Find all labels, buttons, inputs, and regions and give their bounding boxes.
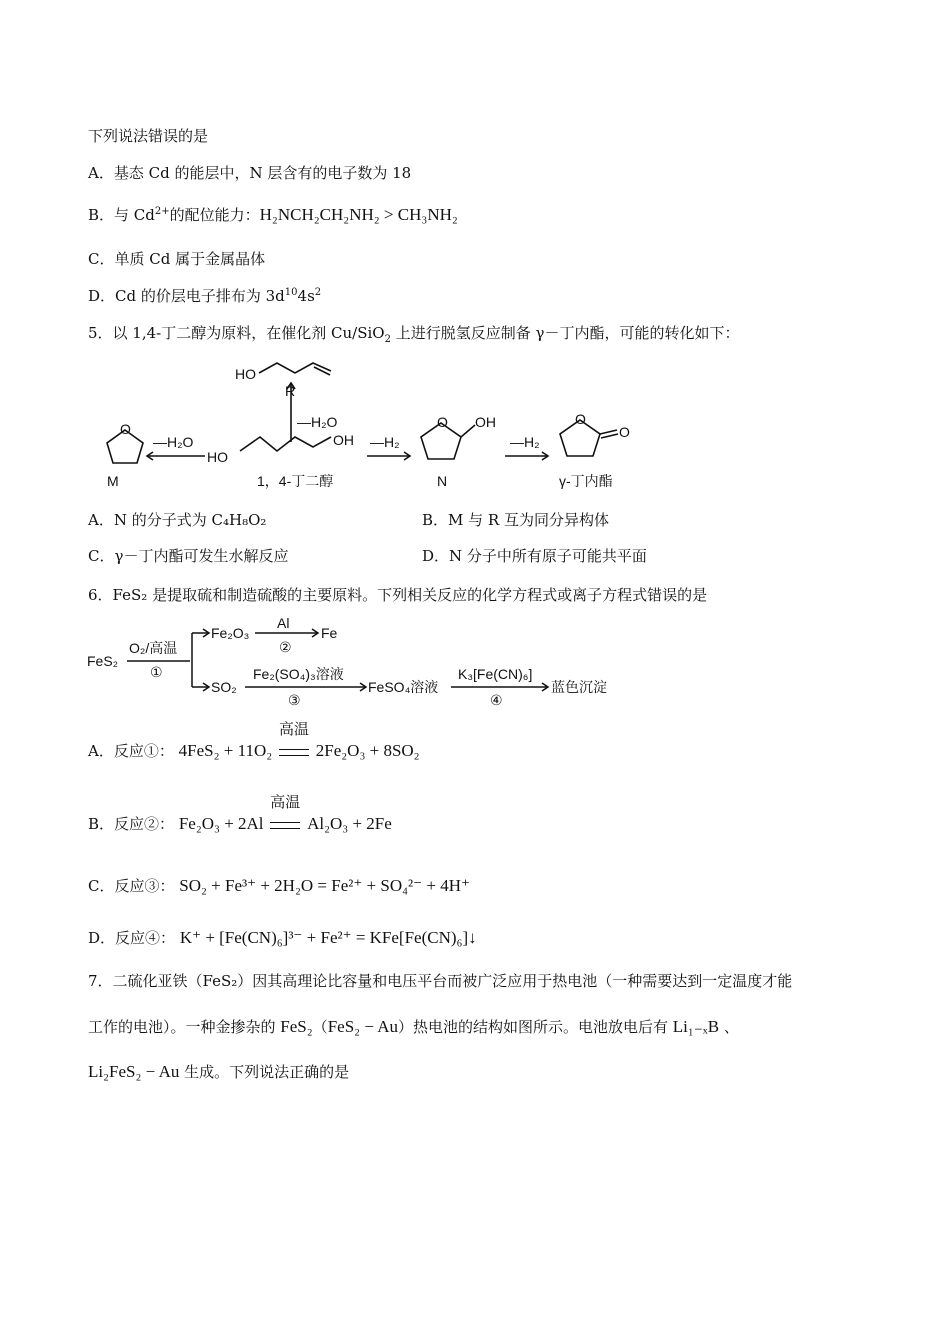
q5-option-b: B．M 与 R 互为同分异构体 [422, 511, 609, 529]
q5-option-c: C．γ－丁内酯可发生水解反应 [88, 547, 289, 565]
q7-l2-c: ）热电池的结构如图所示。电池放电后有 [398, 1018, 673, 1036]
q7-l2-b: （ [312, 1018, 328, 1036]
diol-chain [240, 437, 331, 451]
q6-d-eq: K⁺ + [Fe(CN)₆]³⁻ + Fe²⁺ = KFe[Fe(CN)₆]↓ [179, 928, 477, 947]
q7-line3 [88, 1062, 349, 1082]
flow-fe: Fe [321, 625, 338, 641]
q4-d-prefix: D．Cd 的价层电子排布为 3d [88, 287, 285, 305]
q4-b-formula: H₂NCH₂CH₂NH₂ > CH₃NH₂ [259, 205, 458, 224]
minus-h2-2: —H₂ [510, 434, 540, 450]
q5-stem-b: 上进行脱氢反应制备 γ－丁内酯，可能的转化如下： [390, 324, 740, 342]
q4-b-sup: 2+ [154, 206, 170, 217]
q6-option-c [88, 876, 470, 896]
q5-stem [88, 323, 739, 343]
q6-b-lhs: Fe₂O₃ + 2Al [178, 814, 264, 833]
q5-option-a: A．N 的分子式为 C₄H₈O₂ [88, 511, 267, 529]
flow-precipitate: 蓝色沉淀 [551, 679, 607, 695]
q7-l3-f: Li₂FeS₂ − Au [88, 1062, 180, 1081]
flow-so2: SO₂ [211, 679, 237, 695]
flow-n4: ④ [490, 692, 503, 708]
q6-option-b [88, 793, 392, 834]
n-oh: OH [475, 414, 496, 430]
q6-stem: 6．FeS₂ 是提取硫和制造硫酸的主要原料。下列相关反应的化学方程式或离子方程式错误的是 [88, 586, 708, 604]
q6-c-label: C．反应③： [88, 877, 175, 895]
flow-cond2: Al [277, 615, 290, 631]
q6-d-label: D．反应④： [88, 929, 176, 947]
flow-cond3: Fe₂(SO₄)₃溶液 [253, 666, 344, 682]
q6-a-rhs: 2Fe₂O₃ + 8SO₂ [315, 741, 420, 760]
r-chain [259, 363, 331, 373]
flow-n3: ③ [288, 692, 301, 708]
q4-stem: 下列说法错误的是 [88, 127, 209, 145]
diol-name: 1，4-丁二醇 [257, 473, 334, 489]
flow-cond4: K₃[Fe(CN)₆] [458, 666, 533, 682]
q6-a-equals [277, 720, 311, 761]
q6-a-label: A．反应①： [88, 742, 174, 760]
q5-stem-a: 5．以 1,4-丁二醇为原料，在催化剂 Cu/SiO [88, 324, 385, 342]
flow-cond1: O₂/高温 [129, 640, 178, 656]
r-label: R [285, 383, 296, 399]
flow-fe2o3: Fe₂O₃ [211, 625, 250, 641]
m-o-label: O [120, 421, 131, 437]
m-label: M [107, 473, 119, 489]
minus-h2o-left: —H₂O [153, 434, 194, 450]
q4-d-mid: 4s [297, 287, 315, 305]
q7-l2-f2: FeS₂ − Au [327, 1017, 398, 1036]
q5-reaction-scheme [85, 355, 645, 495]
q4-b-mid: 的配位能力： [169, 206, 260, 224]
q6-c-eq: SO₂ + Fe³⁺ + 2H₂O = Fe²⁺ + SO₄²⁻ + 4H⁺ [179, 876, 470, 895]
lactone-ring-o: O [575, 411, 586, 427]
q7-line1: 7．二硫化亚铁（FeS₂）因其高理论比容量和电压平台而被广泛应用于热电池（一种需要达到一定温度才能 [88, 972, 793, 990]
lactone-carbonyl-o: O [619, 424, 630, 440]
q6-option-d [88, 928, 477, 948]
q7-l3-b: 生成。下列说法正确的是 [179, 1063, 350, 1081]
flow-n1: ① [150, 664, 163, 680]
flow-feso4: FeSO₄溶液 [368, 679, 439, 695]
flow-fes2: FeS₂ [87, 653, 119, 669]
q6-flow-diagram [85, 615, 645, 710]
q7-l2-d: 、 [719, 1018, 739, 1036]
q4-d-sup1: 10 [284, 287, 298, 298]
q6-a-condition: 高温 [278, 720, 309, 738]
diol-oh: OH [333, 432, 354, 448]
lactone-name: γ-丁内酯 [559, 473, 613, 489]
q6-option-a [88, 720, 420, 761]
q4-option-b [88, 205, 458, 225]
q5-stem-sub: 2 [384, 334, 391, 345]
q4-option-a: A．基态 Cd 的能层中，N 层含有的电子数为 18 [88, 164, 412, 182]
q7-l2-a: 工作的电池）。一种金掺杂的 [88, 1018, 281, 1036]
minus-h2o-up: —H₂O [297, 414, 338, 430]
q7-l2-f1: FeS₂ [280, 1017, 313, 1036]
n-label: N [437, 473, 448, 489]
r-ho: HO [235, 366, 256, 382]
q6-b-label: B．反应②： [88, 815, 175, 833]
n-o-label: O [437, 414, 448, 430]
q5-option-d: D．N 分子中所有原子可能共平面 [422, 547, 647, 565]
q4-b-prefix: B．与 Cd [88, 206, 155, 224]
diol-ho: HO [207, 449, 228, 465]
q6-a-lhs: 4FeS₂ + 11O₂ [178, 741, 273, 760]
q4-option-c: C．单质 Cd 属于金属晶体 [88, 250, 266, 268]
q6-b-rhs: Al₂O₃ + 2Fe [307, 814, 392, 833]
q7-line2 [88, 1017, 739, 1037]
flow-n2: ② [279, 639, 292, 655]
q6-b-condition: 高温 [270, 793, 301, 811]
minus-h2-1: —H₂ [370, 434, 400, 450]
q7-l2-f3: Li₁₋ₓB [672, 1017, 720, 1036]
q4-d-sup2: 2 [314, 287, 322, 298]
q6-b-equals [268, 793, 302, 834]
q4-option-d [88, 286, 321, 306]
